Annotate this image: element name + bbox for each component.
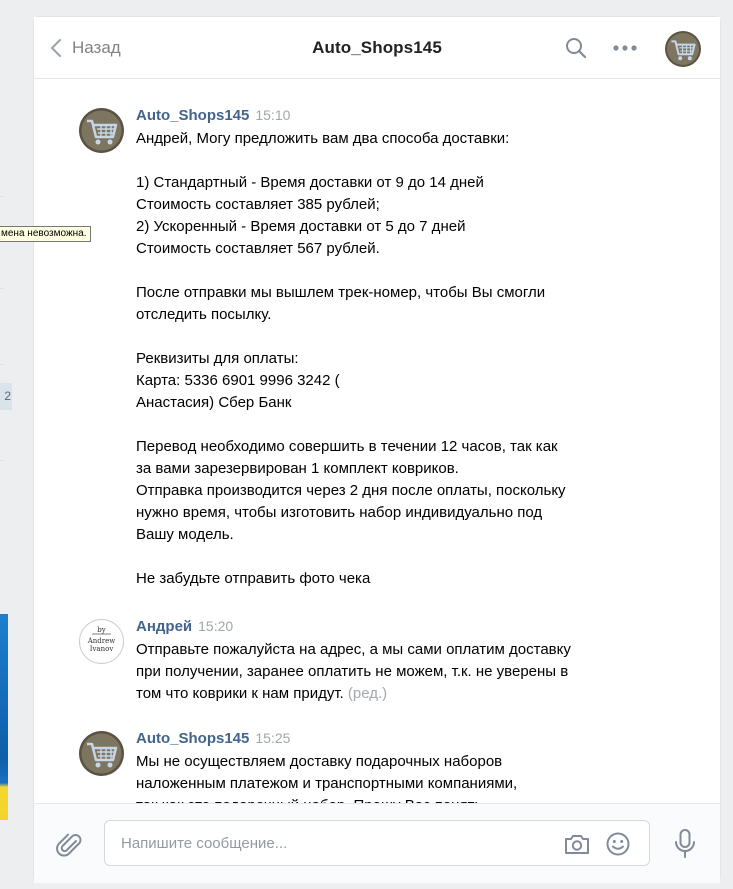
author-name[interactable]: Auto_Shops145 — [136, 107, 250, 124]
search-button[interactable] — [564, 36, 588, 60]
cart-logo-icon — [79, 731, 124, 776]
avatar[interactable] — [79, 619, 124, 664]
divider — [0, 196, 4, 197]
message-composer — [34, 803, 720, 883]
divider — [0, 288, 4, 289]
more-dots-icon — [612, 36, 640, 60]
divider — [0, 460, 4, 461]
author-name[interactable]: Андрей — [136, 618, 193, 635]
tooltip: мена невозможна. — [0, 226, 91, 242]
attach-button[interactable] — [56, 830, 84, 860]
back-button[interactable] — [50, 17, 121, 79]
message-author[interactable] — [136, 107, 290, 124]
svg-text:Andrew: Andrew — [87, 637, 116, 645]
back-label: Назад — [72, 38, 121, 57]
cart-logo-icon — [665, 31, 701, 67]
signature-logo-icon — [80, 620, 123, 663]
edited-marker[interactable]: (ред.) — [347, 685, 388, 702]
chevron-left-icon — [50, 38, 62, 58]
background-page-fragment — [0, 0, 33, 889]
chat-header — [34, 17, 720, 79]
paperclip-icon — [56, 830, 84, 860]
divider — [0, 364, 4, 365]
emoji-button[interactable] — [605, 831, 631, 857]
chat-window — [33, 16, 721, 882]
chat-avatar[interactable] — [665, 31, 701, 67]
message-input[interactable] — [121, 821, 541, 865]
counter-badge[interactable]: 2 — [0, 383, 12, 410]
search-icon — [564, 36, 588, 60]
voice-message-button[interactable] — [672, 828, 698, 860]
author-name[interactable]: Auto_Shops145 — [136, 730, 250, 747]
svg-text:by: by — [97, 626, 106, 634]
cart-logo-icon — [79, 108, 124, 153]
camera-button[interactable] — [563, 832, 591, 856]
message-body: Отправьте пожалуйста на адрес, а мы сами оплатим доставку при получении, заранее оплатить не можем, т.к. не уверены в том что коврики к нам придут. — [136, 641, 571, 702]
message-text: Андрей, Могу предложить вам два способа доставки: 1) Стандартный - Время доставки от 9 до 14 дней Стоимость составляет 385 рублей; 2) Ускоренный - Время доставки от 5 до 7 дней Стоимость составляет 567 рублей. После отправки мы вышлем трек-номер, чтобы Вы смогли отследить посылку. Реквизиты для оплаты: Карта: 5336 6901 9996 3242 ( Анастасия) Сбер Банк Перевод необходимо совершить в течении 12 часов, так как за вами зарезервирован 1 комплект ковриков. Отправка производится через 2 дня после оплаты, поскольку нужно время, чтобы изготовить набор индивидуально под Вашу модель. Не забудьте отправить фото чека — [136, 130, 566, 587]
message-author[interactable] — [136, 618, 233, 635]
svg-text:Ivanov: Ivanov — [89, 645, 114, 653]
message-time[interactable]: 15:20 — [198, 618, 234, 634]
more-button[interactable] — [612, 36, 640, 60]
message-author[interactable] — [136, 730, 290, 747]
microphone-icon — [672, 828, 698, 860]
message-time[interactable]: 15:25 — [255, 730, 291, 746]
avatar[interactable] — [79, 731, 124, 776]
message-input-box[interactable] — [104, 820, 650, 866]
smile-icon — [605, 831, 631, 857]
banner-image — [0, 614, 8, 820]
message-text: Мы не осуществляем доставку подарочных наборов наложенным платежом и транспортными компаниями, — [136, 753, 518, 792]
avatar[interactable] — [79, 108, 124, 153]
camera-icon — [563, 832, 591, 856]
message-history[interactable] — [34, 79, 720, 803]
chat-title: Auto_Shops145 — [312, 38, 442, 57]
message-time[interactable]: 15:10 — [255, 107, 291, 123]
message-text — [136, 639, 626, 705]
